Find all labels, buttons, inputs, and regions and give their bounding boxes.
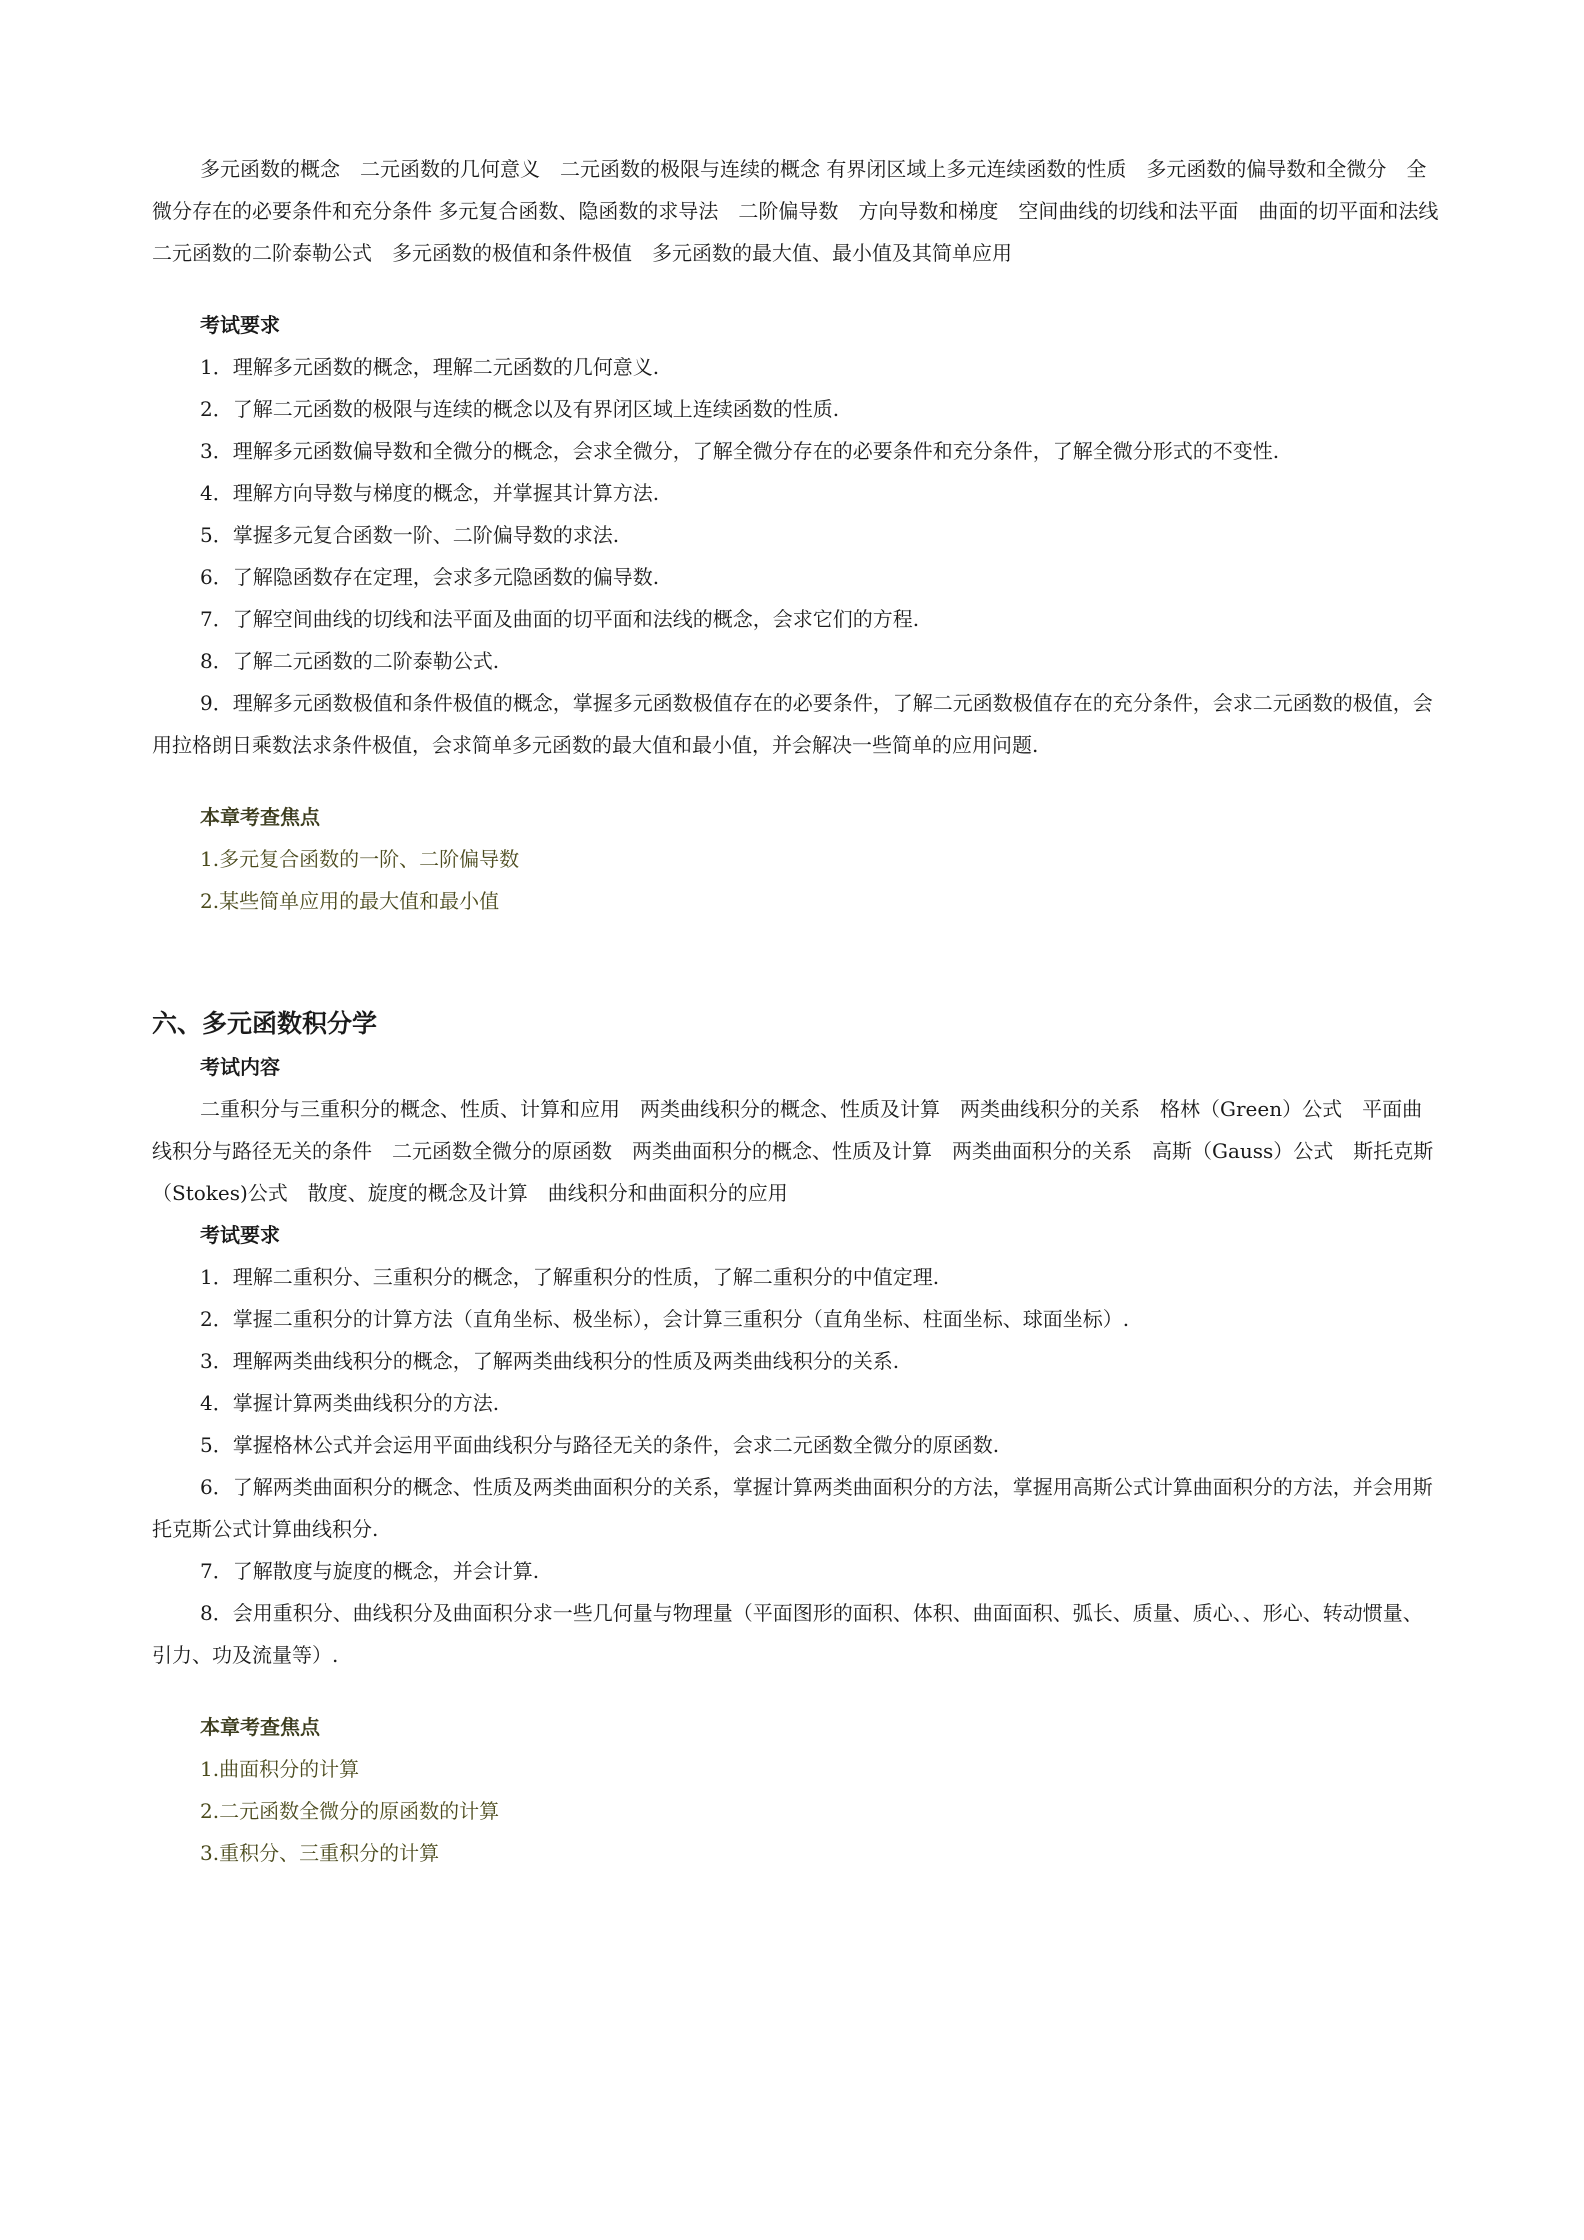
section5-requirement: 5．掌握多元复合函数一阶、二阶偏导数的求法. bbox=[200, 523, 620, 547]
section6-requirement: 6．了解两类曲面积分的概念、性质及两类曲面积分的关系，掌握计算两类曲面积分的方法，掌握用高斯公式计算曲面积分的方法，并会用斯托克斯公式计算曲线积分. bbox=[152, 1475, 1433, 1541]
section5-requirement: 9．理解多元函数极值和条件极值的概念，掌握多元函数极值存在的必要条件，了解二元函数极值存在的充分条件，会求二元函数的极值，会用拉格朗日乘数法求条件极值，会求简单多元函数的最大值和最小值，并会解决一些简单的应用问题. bbox=[152, 691, 1433, 757]
section5-requirement: 8．了解二元函数的二阶泰勒公式. bbox=[200, 649, 500, 673]
section6-requirement: 4．掌握计算两类曲线积分的方法. bbox=[200, 1391, 500, 1415]
section5-content: 多元函数的概念 二元函数的几何意义 二元函数的极限与连续的概念 有界闭区域上多元连续函数的性质 多元函数的偏导数和全微分 全微分存在的必要条件和充分条件 多元复合函数、隐函数的求导法 二阶偏导数 方向导数和梯度 空间曲线的切线和法平面 曲面的切平面和法线 二元函数的二阶泰勒公式 多元函数的极值和条件极值 多元函数的最大值、最小值及其简单应用 bbox=[152, 157, 1459, 265]
section6-focus-item: 2.二元函数全微分的原函数的计算 bbox=[200, 1799, 500, 1823]
section6-content-heading: 考试内容 bbox=[200, 1055, 280, 1079]
section5-requirements-heading: 考试要求 bbox=[200, 313, 280, 337]
section6-focus-item: 1.曲面积分的计算 bbox=[200, 1757, 360, 1781]
section6-focus-heading: 本章考查焦点 bbox=[200, 1715, 320, 1739]
section5-requirement: 3．理解多元函数偏导数和全微分的概念，会求全微分，了解全微分存在的必要条件和充分条件，了解全微分形式的不变性. bbox=[200, 439, 1280, 463]
section6-content: 二重积分与三重积分的概念、性质、计算和应用 两类曲线积分的概念、性质及计算 两类曲线积分的关系 格林（Green）公式 平面曲线积分与路径无关的条件 二元函数全微分的原函数 两类曲面积分的概念、性质及计算 两类曲面积分的关系 高斯（Gauss）公式 斯托克斯（Stokes)公式 散度、旋度的概念及计算 曲线积分和曲面积分的应用 bbox=[152, 1097, 1434, 1205]
section6-requirement: 3．理解两类曲线积分的概念，了解两类曲线积分的性质及两类曲线积分的关系. bbox=[200, 1349, 900, 1373]
section5-focus-heading: 本章考查焦点 bbox=[200, 805, 320, 829]
section6-requirements-heading: 考试要求 bbox=[200, 1223, 280, 1247]
section5-requirement: 2．了解二元函数的极限与连续的概念以及有界闭区域上连续函数的性质. bbox=[200, 397, 840, 421]
document-page bbox=[152, 148, 1459, 1874]
section5-requirement: 4．理解方向导数与梯度的概念，并掌握其计算方法. bbox=[200, 481, 660, 505]
section6-requirement: 2．掌握二重积分的计算方法（直角坐标、极坐标），会计算三重积分（直角坐标、柱面坐标、球面坐标）. bbox=[200, 1307, 1130, 1331]
section6-requirement: 7．了解散度与旋度的概念，并会计算. bbox=[200, 1559, 540, 1583]
section6-requirement: 5．掌握格林公式并会运用平面曲线积分与路径无关的条件，会求二元函数全微分的原函数. bbox=[200, 1433, 1000, 1457]
section6-focus-item: 3.重积分、三重积分的计算 bbox=[200, 1841, 440, 1865]
section5-focus-item: 1.多元复合函数的一阶、二阶偏导数 bbox=[200, 847, 520, 871]
section5-requirement: 7．了解空间曲线的切线和法平面及曲面的切平面和法线的概念，会求它们的方程. bbox=[200, 607, 920, 631]
section6-requirement: 1．理解二重积分、三重积分的概念，了解重积分的性质，了解二重积分的中值定理. bbox=[200, 1265, 940, 1289]
section5-focus-item: 2.某些简单应用的最大值和最小值 bbox=[200, 889, 500, 913]
section5-requirement: 1．理解多元函数的概念，理解二元函数的几何意义. bbox=[200, 355, 660, 379]
section6-title: 六、多元函数积分学 bbox=[152, 1009, 378, 1038]
section5-requirement: 6．了解隐函数存在定理，会求多元隐函数的偏导数. bbox=[200, 565, 660, 589]
section6-requirement: 8．会用重积分、曲线积分及曲面积分求一些几何量与物理量（平面图形的面积、体积、曲面面积、弧长、质量、质心、、形心、转动惯量、引力、功及流量等）. bbox=[152, 1601, 1423, 1667]
